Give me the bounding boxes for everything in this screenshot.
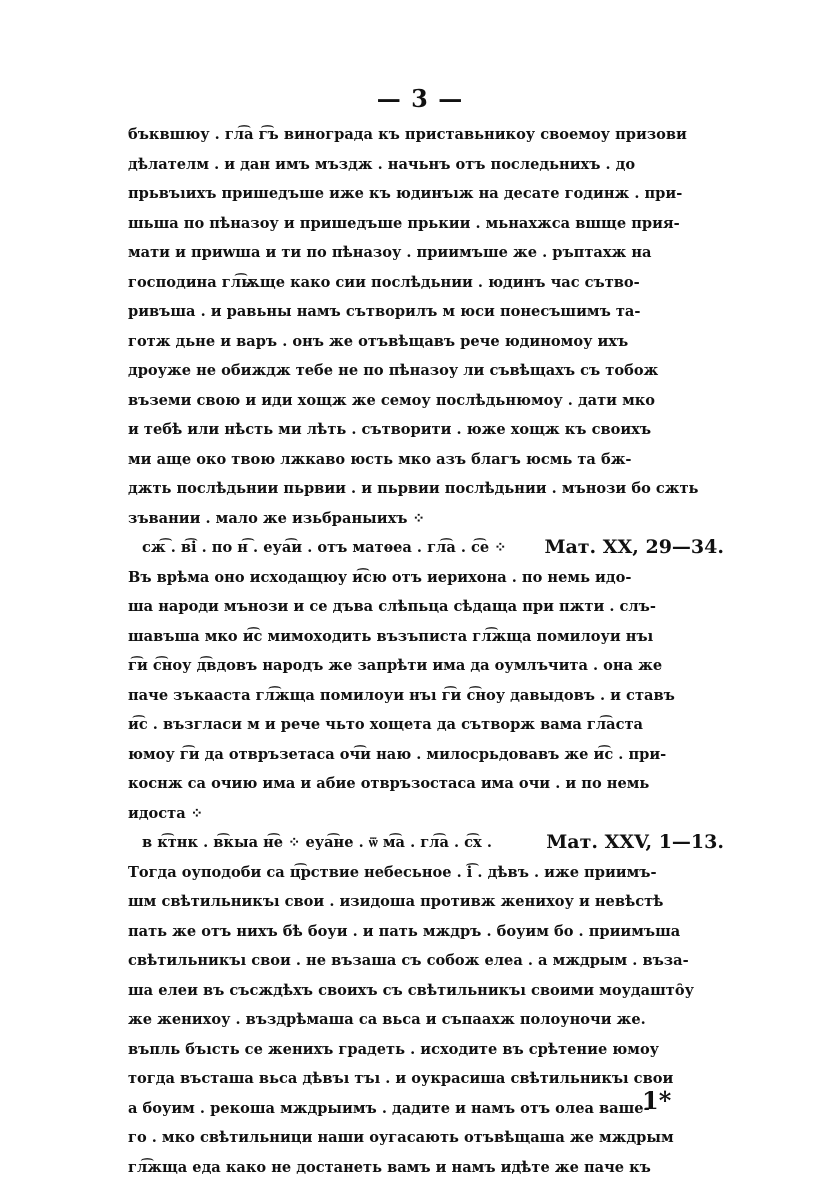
scripture-reference: Мат. XXV, 1—13. [546, 831, 724, 853]
text-line: Въ врѣма оно исходащюу и͡сю отъ иерихона . по немь идо- [128, 568, 632, 586]
reading-2-text [128, 858, 724, 1183]
text-line: господина гл͡ѭще како сии послѣдьнии . юдинъ час сътво- [128, 273, 640, 291]
text-line: и͡с . възгласи м и рече чьто хощета да сътворж вама гл͡аста [128, 716, 643, 733]
text-line: дѣлателм . и дан имъ мъздж . начьнъ отъ последьнихъ . до [128, 155, 636, 173]
text-line: зъвании . мало же изьбраныихъ ⁘ [128, 509, 425, 527]
text-line: Тогда оуподоби са ц͡рствие небесьное . і͡ . дѣвъ . иже приимъ- [128, 863, 657, 881]
reading-heading-label: сж͡ . в͡і . по н͡ . еуа͡и . отъ матѳеа . гл͡а . с͡е ⁘ [142, 539, 507, 556]
page-number: — 3 — [376, 84, 464, 113]
reading-heading-label: в к͡тнк . в͡кыа н͡е ⁘ еуа͡не . ѿ м͡а . гл͡а . с͡х . [142, 834, 492, 851]
text-line: мати и приwша и ти по пѣназоу . приимъше же . ръптахж на [128, 244, 652, 261]
text-line: коснж са очию има и абие отвръзостаса има очи . и по немь [128, 775, 650, 792]
text-line: ми аще око твою лжкаво юсть мко азъ благъ юсмь та бж- [128, 450, 632, 468]
text-line: паче зъкааста гл͡жща помилоуи нъı г͡и с͡ноу давыдовъ . и ставъ [128, 686, 675, 704]
text-line: пать же отъ нихъ бѣ боуи . и пать мждръ . боуим бо . приимъша [128, 922, 681, 940]
reading-1-text [128, 563, 724, 829]
text-line: юмоу г͡и да отвръзетаса оч͡и наю . милосрьдовавъ же и͡с . при- [128, 745, 667, 763]
text-line: а боуим . рекоша мждрыимъ . дадите и намъ отъ олеа ваше- [128, 1099, 650, 1117]
text-line: въземи свою и иди хощж же семоу послѣдьнюмоу . дати мко [128, 391, 656, 409]
text-line: прьвъıихъ пришедъше иже къ юдинъıж на десате годинж . при- [128, 185, 683, 202]
parable-of-vineyard-text [128, 120, 724, 533]
text-line: готж дьне и варъ . онъ же отъвѣщавъ рече юдиномоу ихъ [128, 332, 629, 350]
text-line: въпль бъıсть се женихъ градеть . исходите въ срѣтение юмоу [128, 1040, 660, 1058]
text-line: джть послѣдьнии пьрвии . и пьрвии послѣдьнии . мънози бо сжть [128, 480, 699, 497]
text-line: ривъша . и равьны намъ сътворилъ м юси понесъшимъ та- [128, 303, 641, 320]
text-line: гл͡жща еда како не достанеть вамъ и намъ идѣте же паче къ [128, 1158, 651, 1176]
text-line: ша елеи въ съсждѣхъ своихъ съ свѣтильникъı своими моудашто̑у [128, 981, 694, 999]
text-line: шьша по пѣназоу и пришедъше прькии . мьнахжса вшще прия- [128, 214, 680, 232]
text-line: го . мко свѣтильници наши оугасають отъвѣщаша же мждрым [128, 1129, 674, 1146]
text-line: идоста ⁘ [128, 804, 203, 822]
text-line: ша народи мънози и се дъва слѣпьца сѣдаща при пжти . слъ- [128, 598, 656, 615]
text-line: шм свѣтильникъı свои . изидоша противж женихоу и невѣстѣ [128, 893, 664, 910]
reading-heading-matthew-25 [128, 828, 724, 858]
text-line: дроуже не обиждж тебе не по пѣназоу ли съвѣщахъ съ тобож [128, 362, 659, 379]
text-line: свѣтильникъı свои . не възаша съ собож елеа . а мждрым . въза- [128, 952, 689, 969]
signature-mark: 1* [642, 1086, 672, 1115]
text-block [128, 120, 724, 1182]
text-line: же женихоу . въздрѣмаша са вьса и съпаахж полоуночи же. [128, 1011, 646, 1028]
text-line: г͡и с͡ноу д͡вдовъ народъ же запрѣти има да оумлъчита . она же [128, 657, 663, 674]
text-line: бъквшюу . гл͡а г͡ъ винограда къ приставьникоу своемоу призови [128, 126, 687, 143]
text-line: и тебѣ или нѣсть ми лѣть . сътворити . юже хощж къ своихъ [128, 421, 652, 438]
scripture-reference: Мат. XX, 29—34. [544, 536, 724, 558]
reading-heading-matthew-20 [128, 533, 724, 563]
text-line: тогда въсташа вьса дѣвъı тъı . и оукрасиша свѣтильникъı свои [128, 1070, 674, 1087]
text-line: шавъша мко и͡с мимоходить възъписта гл͡жща помилоуи нъı [128, 627, 654, 645]
